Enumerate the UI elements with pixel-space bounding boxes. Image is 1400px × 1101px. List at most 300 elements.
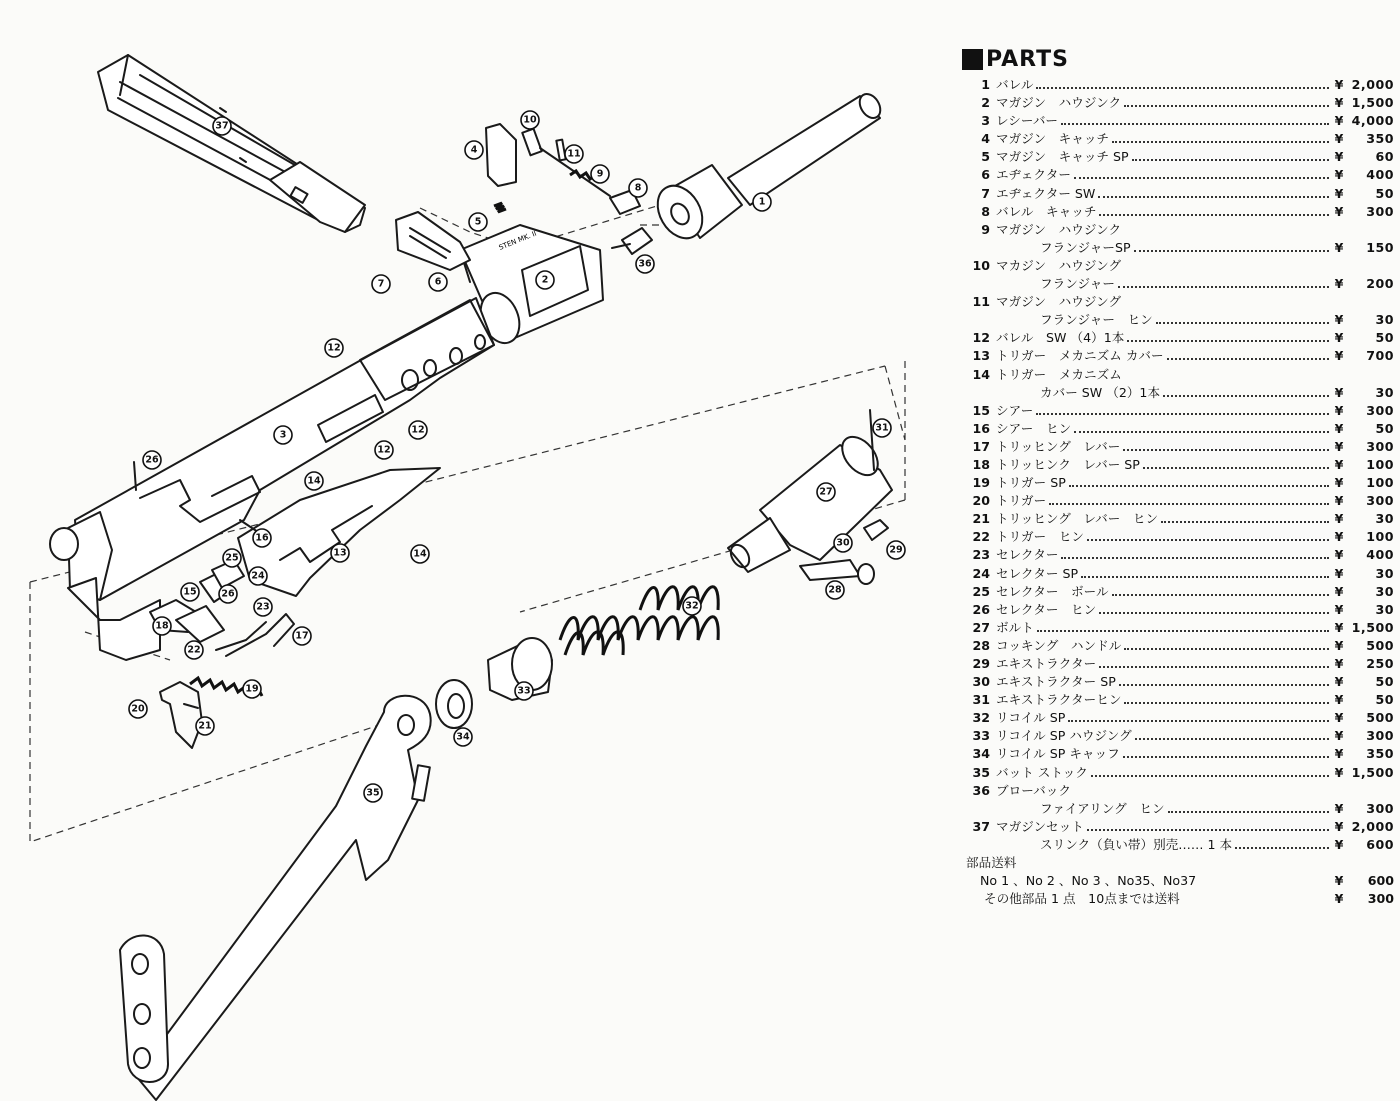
svg-text:34: 34 (456, 731, 470, 743)
svg-text:23: 23 (256, 601, 270, 613)
part-number: 36 (972, 782, 990, 798)
shipping-title: 部品送料 (966, 855, 1017, 871)
part-number: 23 (972, 547, 990, 563)
part-price: 250 (1366, 656, 1394, 671)
parts-row (962, 635, 1394, 653)
part-number: 8 (981, 203, 990, 219)
part-number: 37 (972, 818, 990, 834)
part-price: 150 (1366, 239, 1394, 255)
part-name: エキストラクターヒン (996, 692, 1122, 708)
parts-row (962, 526, 1394, 544)
parts-row (962, 74, 1394, 92)
shipping-label: その他部品 1 点 10点までは送料 (984, 891, 1180, 907)
parts-row (962, 418, 1394, 436)
callout-22 (185, 641, 203, 659)
svg-text:31: 31 (875, 422, 889, 434)
leader-dots (1143, 467, 1329, 469)
yen-sign: ¥ (1334, 131, 1344, 147)
svg-text:27: 27 (819, 486, 833, 498)
svg-text:20: 20 (131, 703, 145, 715)
parts-row (962, 183, 1394, 201)
callout-37 (213, 117, 231, 135)
callout-19 (243, 680, 261, 698)
part-number: 24 (972, 565, 990, 581)
svg-text:15: 15 (183, 586, 197, 598)
parts-list (962, 74, 1394, 852)
parts-row (962, 707, 1394, 725)
callout-14a (305, 472, 323, 490)
leader-dots (1123, 449, 1329, 451)
part-number: 27 (972, 619, 990, 635)
svg-text:11: 11 (567, 148, 581, 160)
part-price: 30 (1375, 384, 1394, 400)
yen-sign: ¥ (1334, 402, 1344, 418)
callout-29 (887, 541, 905, 559)
svg-text:26: 26 (221, 588, 235, 600)
leader-dots (1087, 539, 1329, 541)
callout-35 (364, 784, 382, 802)
leader-dots (1074, 431, 1329, 433)
yen-sign: ¥ (1334, 728, 1344, 744)
part-price: 50 (1375, 674, 1394, 690)
yen-sign: ¥ (1334, 493, 1344, 509)
callout-12b (375, 441, 393, 459)
part-name: トリガー メカニズム カバー (996, 348, 1164, 364)
parts-row (962, 725, 1394, 743)
part-price: 30 (1375, 583, 1394, 599)
parts-row (962, 544, 1394, 562)
part-name: バレル (996, 77, 1034, 92)
svg-text:21: 21 (198, 720, 212, 732)
callout-2 (536, 271, 554, 289)
leader-dots (1069, 485, 1329, 487)
part-price: 600 (1366, 836, 1394, 852)
part-price: 50 (1375, 692, 1394, 708)
parts-row (962, 291, 1394, 309)
parts-row (962, 490, 1394, 508)
part-name: フランジャー (1040, 276, 1115, 292)
barrel-part (649, 90, 885, 246)
callout-26b (219, 585, 237, 603)
part-number: 18 (972, 456, 990, 472)
callout-13 (331, 544, 349, 562)
parts-row (962, 563, 1394, 581)
part-number: 28 (972, 637, 990, 653)
part-number: 3 (981, 113, 990, 129)
part-number: 12 (972, 330, 990, 346)
parts-row (962, 128, 1394, 146)
part-number: 19 (972, 475, 990, 491)
parts-row (962, 400, 1394, 418)
callout-21 (196, 717, 214, 735)
parts-row (962, 146, 1394, 164)
part-number: 6 (981, 167, 990, 183)
part-number: 2 (981, 95, 990, 111)
leader-dots (1119, 684, 1329, 686)
part-price: 300 (1366, 402, 1394, 418)
magazine-part (98, 55, 365, 232)
svg-text:3: 3 (279, 429, 287, 441)
part-name: トリガー ヒン (996, 529, 1085, 545)
shipping-row (962, 870, 1394, 888)
part-price: 100 (1366, 456, 1394, 472)
part-name: バレル キャッチ (996, 203, 1097, 219)
parts-row (962, 237, 1394, 255)
part-name: マガジン キャッチ SP (996, 149, 1129, 165)
part-number: 5 (981, 149, 990, 165)
callout-16 (253, 529, 271, 547)
callout-34 (454, 728, 472, 746)
yen-sign: ¥ (1334, 583, 1344, 599)
parts-row (962, 382, 1394, 400)
part-number: 17 (972, 438, 990, 454)
callout-12a (325, 339, 343, 357)
yen-sign: ¥ (1334, 438, 1344, 454)
callout-5 (469, 213, 487, 231)
part-number: 35 (972, 764, 990, 780)
parts-row (962, 798, 1394, 816)
part-name: カバー SW （2）1本 (1040, 384, 1161, 400)
part-name: トリガー SP (996, 475, 1066, 491)
leader-dots (1091, 775, 1329, 777)
parts-row (962, 653, 1394, 671)
callout-23 (254, 598, 272, 616)
part-number: 16 (972, 420, 990, 436)
leader-dots (1235, 847, 1329, 849)
part-price: 1,500 (1351, 764, 1394, 780)
part-name: マガジン ハウジンク (996, 221, 1122, 237)
leader-dots (1163, 395, 1329, 397)
part-name: リコイル SP キャッフ (996, 746, 1120, 762)
part-price: 30 (1375, 312, 1394, 328)
yen-sign: ¥ (1334, 312, 1344, 328)
part-number: 31 (972, 692, 990, 708)
part-name: スリンク（負い帯）別売…… 1 本 (1040, 836, 1233, 852)
part-number: 25 (972, 583, 990, 599)
part-name: エキストラクター SP (996, 674, 1116, 690)
leader-dots (1061, 557, 1329, 559)
part-number: 9 (981, 221, 990, 237)
housing-marking: STEN MK. II (497, 229, 538, 252)
part-price: 100 (1366, 475, 1394, 491)
callout-32 (683, 597, 701, 615)
yen-sign: ¥ (1334, 276, 1344, 292)
svg-text:8: 8 (634, 182, 642, 194)
yen-sign: ¥ (1334, 511, 1344, 527)
part-name: ファイアリング ヒン (1040, 800, 1165, 816)
svg-text:5: 5 (474, 216, 482, 228)
yen-sign: ¥ (1334, 547, 1344, 563)
yen-sign: ¥ (1334, 384, 1344, 400)
shipping-list (962, 870, 1394, 906)
leader-dots (1037, 630, 1329, 632)
yen-sign: ¥ (1334, 692, 1344, 708)
parts-heading (962, 44, 1394, 74)
part-number: 1 (981, 77, 990, 92)
part-name: エヂェクター SW (996, 185, 1096, 201)
svg-text:30: 30 (836, 537, 850, 549)
part-number: 26 (972, 601, 990, 617)
leader-dots (1068, 720, 1329, 722)
part-price: 30 (1375, 601, 1394, 617)
part-number: 21 (972, 511, 990, 527)
leader-dots (1112, 141, 1329, 143)
callout-10 (521, 111, 539, 129)
leader-dots (1118, 286, 1329, 288)
svg-text:12: 12 (377, 444, 391, 456)
part-number: 29 (972, 656, 990, 671)
leader-dots (1112, 594, 1329, 596)
svg-text:33: 33 (517, 685, 531, 697)
yen-sign: ¥ (1334, 637, 1344, 653)
callout-15 (181, 583, 199, 601)
svg-text:16: 16 (255, 532, 269, 544)
svg-text:26: 26 (145, 454, 159, 466)
recoil-housing-parts (436, 638, 552, 728)
parts-price-list (962, 44, 1394, 906)
yen-sign: ¥ (1334, 77, 1344, 92)
parts-row (962, 309, 1394, 327)
part-name: トリッヒンク レバー SP (996, 456, 1140, 472)
part-price: 60 (1375, 149, 1394, 165)
part-name: バット ストック (996, 764, 1088, 780)
parts-heading-text: PARTS (986, 46, 1069, 72)
part-number: 10 (972, 257, 990, 273)
parts-row (962, 364, 1394, 382)
part-price: 50 (1375, 330, 1394, 346)
parts-row (962, 110, 1394, 128)
shipping-row (962, 888, 1394, 906)
yen-sign: ¥ (1334, 348, 1344, 364)
part-name: リコイル SP ハウジング (996, 728, 1132, 744)
leader-dots (1061, 123, 1329, 125)
parts-row (962, 201, 1394, 219)
leader-dots (1081, 576, 1329, 578)
part-name: セレクター (996, 547, 1059, 563)
part-price: 300 (1366, 800, 1394, 816)
leader-dots (1087, 829, 1329, 831)
leader-dots (1099, 214, 1329, 216)
callout-3 (274, 426, 292, 444)
part-number: 4 (981, 131, 990, 147)
parts-row (962, 743, 1394, 761)
leader-dots (1036, 87, 1329, 89)
svg-text:17: 17 (295, 630, 309, 642)
part-number: 11 (972, 294, 990, 310)
part-name: セレクター ボール (996, 583, 1109, 599)
leader-dots (1074, 177, 1329, 179)
part-price: 350 (1366, 131, 1394, 147)
leader-dots (1156, 322, 1329, 324)
parts-row (962, 617, 1394, 635)
svg-text:9: 9 (596, 168, 604, 180)
callout-33 (515, 682, 533, 700)
svg-text:29: 29 (889, 544, 903, 556)
yen-sign: ¥ (1334, 746, 1344, 762)
svg-text:2: 2 (541, 274, 549, 286)
part-price: 2,000 (1351, 77, 1394, 92)
part-name: トリッヒング レバー ヒン (996, 511, 1159, 527)
part-name: トリガー (996, 493, 1047, 509)
callout-11 (565, 145, 583, 163)
part-name: フランジャーSP (1040, 239, 1131, 255)
svg-text:12: 12 (327, 342, 341, 354)
parts-row (962, 762, 1394, 780)
part-name: トリッヒング レバー (996, 438, 1121, 454)
shipping-price: 600 (1367, 873, 1394, 889)
part-number: 14 (972, 366, 990, 382)
yen-sign: ¥ (1334, 619, 1344, 635)
leader-dots (1049, 503, 1329, 505)
yen-sign: ¥ (1334, 891, 1344, 907)
part-price: 300 (1366, 728, 1394, 744)
part-price: 400 (1366, 547, 1394, 563)
leader-dots (1099, 666, 1329, 668)
svg-text:18: 18 (155, 620, 169, 632)
svg-text:4: 4 (470, 144, 478, 156)
svg-text:37: 37 (215, 120, 229, 132)
parts-row (962, 472, 1394, 490)
svg-text:12: 12 (411, 424, 425, 436)
parts-row (962, 454, 1394, 472)
part-price: 300 (1366, 203, 1394, 219)
leader-dots (1123, 756, 1329, 758)
part-number: 20 (972, 493, 990, 509)
callout-14b (411, 545, 429, 563)
svg-text:1: 1 (758, 196, 766, 208)
svg-text:10: 10 (523, 114, 537, 126)
yen-sign: ¥ (1334, 710, 1344, 726)
yen-sign: ¥ (1334, 836, 1344, 852)
leader-dots (1161, 521, 1329, 523)
part-name: バレル SW （4）1本 (996, 330, 1125, 346)
parts-row (962, 834, 1394, 852)
part-name: レシーバー (996, 113, 1059, 129)
svg-text:32: 32 (685, 600, 699, 612)
part-number: 7 (981, 185, 990, 201)
leader-dots (1127, 340, 1329, 342)
leader-dots (1135, 738, 1329, 740)
part-number: 32 (972, 710, 990, 726)
part-price: 100 (1366, 529, 1394, 545)
leader-dots (1132, 159, 1329, 161)
svg-text:19: 19 (245, 683, 259, 695)
yen-sign: ¥ (1334, 475, 1344, 491)
part-name: マガジン ハウジング (996, 294, 1122, 310)
yen-sign: ¥ (1334, 330, 1344, 346)
part-price: 500 (1366, 710, 1394, 726)
yen-sign: ¥ (1334, 420, 1344, 436)
callout-30 (834, 534, 852, 552)
yen-sign: ¥ (1334, 656, 1344, 671)
callout-6 (429, 273, 447, 291)
callout-12c (409, 421, 427, 439)
part-price: 30 (1375, 565, 1394, 581)
part-price: 300 (1366, 493, 1394, 509)
parts-row (962, 92, 1394, 110)
parts-row (962, 164, 1394, 182)
svg-text:24: 24 (251, 570, 265, 582)
svg-text:25: 25 (225, 552, 239, 564)
part-price: 50 (1375, 420, 1394, 436)
part-name: リコイル SP (996, 710, 1066, 726)
callout-28 (826, 581, 844, 599)
parts-row (962, 581, 1394, 599)
leader-dots (1124, 702, 1329, 704)
part-price: 30 (1375, 511, 1394, 527)
yen-sign: ¥ (1334, 95, 1344, 111)
shipping-price: 300 (1367, 891, 1394, 907)
parts-row (962, 436, 1394, 454)
part-name: ブローバック (996, 782, 1071, 798)
shipping-label: No 1 、No 2 、No 3 、No35、No37 (980, 873, 1197, 889)
leader-dots (1036, 413, 1329, 415)
part-price: 700 (1366, 348, 1394, 364)
part-price: 2,000 (1351, 818, 1394, 834)
callout-8 (629, 179, 647, 197)
part-price: 350 (1366, 746, 1394, 762)
part-name: エヂェクター (996, 167, 1071, 183)
svg-text:35: 35 (366, 787, 380, 799)
part-name: マガジン ハウジンク (996, 95, 1122, 111)
parts-row (962, 273, 1394, 291)
part-price: 400 (1366, 167, 1394, 183)
leader-dots (1099, 612, 1329, 614)
leader-dots (1124, 105, 1329, 107)
leader-dots (1098, 196, 1329, 198)
callout-4 (465, 141, 483, 159)
parts-row (962, 816, 1394, 834)
callout-36 (636, 255, 654, 273)
yen-sign: ¥ (1334, 113, 1344, 129)
part-name: ボルト (996, 619, 1034, 635)
parts-row (962, 689, 1394, 707)
part-number: 33 (972, 728, 990, 744)
part-price: 4,000 (1351, 113, 1394, 129)
parts-row (962, 671, 1394, 689)
yen-sign: ¥ (1334, 203, 1344, 219)
yen-sign: ¥ (1334, 149, 1344, 165)
yen-sign: ¥ (1334, 565, 1344, 581)
callout-7 (372, 275, 390, 293)
part-name: エキストラクター (996, 656, 1097, 671)
yen-sign: ¥ (1334, 456, 1344, 472)
callout-27 (817, 483, 835, 501)
parts-row (962, 345, 1394, 363)
part-name: シアー (996, 402, 1034, 418)
bolt-part (727, 410, 892, 584)
svg-text:28: 28 (828, 584, 842, 596)
callout-17 (293, 627, 311, 645)
svg-text:13: 13 (333, 547, 347, 559)
callout-1 (753, 193, 771, 211)
yen-sign: ¥ (1334, 167, 1344, 183)
callout-24 (249, 567, 267, 585)
heading-square-icon (962, 49, 983, 70)
svg-text:36: 36 (638, 258, 652, 270)
part-name: シアー ヒン (996, 420, 1072, 436)
yen-sign: ¥ (1334, 239, 1344, 255)
leader-dots (1134, 250, 1329, 252)
callout-25 (223, 549, 241, 567)
leader-dots (1124, 648, 1329, 650)
part-name: セレクター ヒン (996, 601, 1097, 617)
part-price: 500 (1366, 637, 1394, 653)
parts-row (962, 255, 1394, 273)
part-name: マカジン ハウジング (996, 257, 1122, 273)
part-number: 22 (972, 529, 990, 545)
part-name: コッキング ハンドル (996, 637, 1122, 653)
